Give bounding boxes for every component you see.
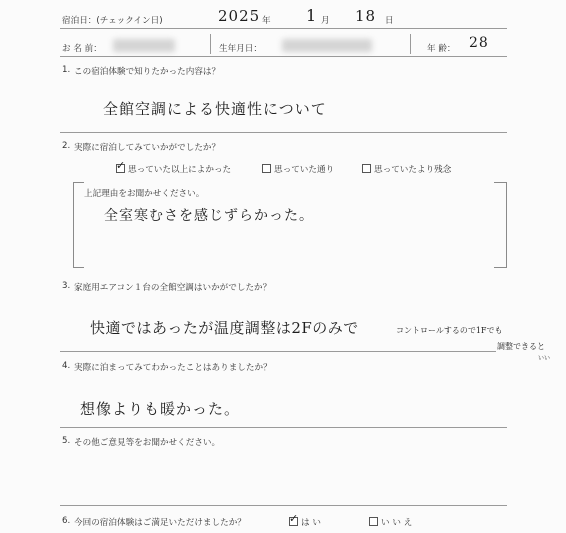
q6-yes-label: は い <box>301 518 321 528</box>
q1-answer: 全館空調による快適性について <box>103 100 327 118</box>
q2-reason-label: 上記理由をお聞かせください。 <box>84 189 205 199</box>
q2-expected-checkbox[interactable] <box>262 164 271 173</box>
header-divider-2 <box>410 34 411 54</box>
stay-date-underline <box>60 28 507 29</box>
stay-date-label: 宿泊日：(チェックイン日) <box>62 16 163 26</box>
q3-answer-note-2: いい <box>538 355 551 362</box>
q6-text: 今回の宿泊体験はご満足いただけましたか？ <box>74 518 246 528</box>
q2-worse-label: 思っていたより残念 <box>374 165 452 175</box>
name-row-underline <box>60 56 507 57</box>
q3-answer-note-1: 調整できると <box>497 342 545 351</box>
header-divider-1 <box>210 34 211 54</box>
age-label: 年 齢： <box>427 44 456 54</box>
q4-number: 4. <box>62 361 71 371</box>
q6-no-checkbox[interactable] <box>369 517 378 526</box>
q3-answer-tail: コントロールするので1Fでも <box>396 326 503 335</box>
q6-number: 6. <box>62 516 71 526</box>
q1-text: この宿泊体験で知りたかった内容は？ <box>74 67 221 77</box>
q4-text: 実際に泊まってみてわかったことはありましたか？ <box>74 363 272 373</box>
q5-text: その他ご意見等をお聞かせください。 <box>74 438 221 448</box>
day-unit: 日 <box>385 16 394 26</box>
year-unit: 年 <box>262 16 271 26</box>
stay-month: 1 <box>306 6 318 25</box>
q4-answer: 想像よりも暖かった。 <box>80 400 241 418</box>
q2-answer: 全室寒むさを感じずらかった。 <box>104 208 314 224</box>
q3-answer-main: 快適ではあったが温度調整は2Fのみで <box>90 319 359 337</box>
q2-option-worse[interactable] <box>362 163 451 175</box>
q3-number: 3. <box>62 281 71 291</box>
dob-redacted <box>282 39 372 52</box>
stay-year: 2025 <box>218 7 261 25</box>
q5-answer-line <box>60 505 507 506</box>
dob-label: 生年月日： <box>219 44 262 54</box>
month-unit: 月 <box>321 16 330 26</box>
q6-yes-checkbox[interactable] <box>289 517 298 526</box>
q1-answer-line <box>60 132 507 133</box>
stay-day: 18 <box>355 7 377 25</box>
q5-number: 5. <box>62 436 71 446</box>
q2-number: 2. <box>62 141 71 151</box>
q3-answer-line <box>60 351 496 352</box>
q3-text: 家庭用エアコン１台の全館空調はいかがでしたか？ <box>74 283 272 293</box>
q2-expected-label: 思っていた通り <box>274 165 335 175</box>
q2-box-top-gap <box>84 181 494 184</box>
name-label: お 名 前： <box>62 44 102 54</box>
age-value: 28 <box>469 35 489 51</box>
q2-text: 実際に宿泊してみていかがでしたか？ <box>74 143 221 153</box>
q2-worse-checkbox[interactable] <box>362 164 371 173</box>
q6-option-no[interactable] <box>369 516 412 528</box>
q2-box-bottom-gap <box>84 265 494 268</box>
q2-option-better[interactable] <box>116 163 231 175</box>
q2-option-expected[interactable] <box>262 163 334 175</box>
q4-answer-line <box>60 427 507 428</box>
q6-no-label: い い え <box>381 518 413 528</box>
q2-better-label: 思っていた以上によかった <box>128 165 232 175</box>
q6-option-yes[interactable] <box>289 516 321 528</box>
name-redacted <box>113 39 175 52</box>
q1-number: 1. <box>62 65 71 75</box>
q2-better-checkbox[interactable] <box>116 164 125 173</box>
